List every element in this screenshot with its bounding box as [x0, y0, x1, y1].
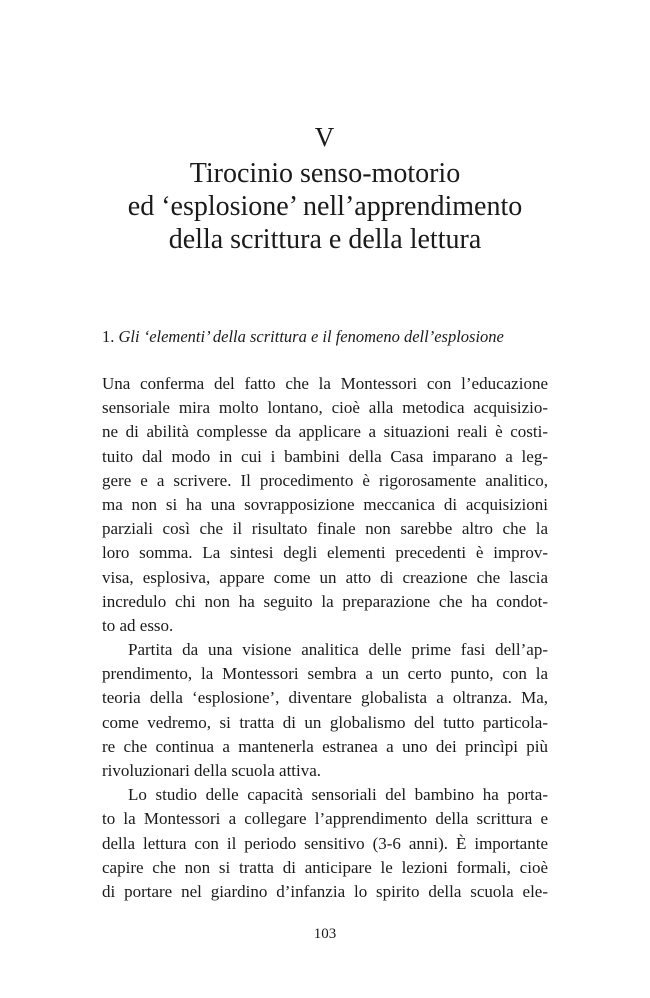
section-title: Gli ‘elementi’ della scrittura e il fenomeno dell’esplosione	[118, 327, 504, 346]
text-line: incredulo chi non ha seguito la preparazione che ha condot-	[102, 591, 548, 611]
chapter-title-line: della scrittura e della lettura	[168, 224, 482, 255]
text-line: to ad esso.	[102, 615, 174, 635]
text-line: loro somma. La sintesi degli elementi precedenti è improv-	[102, 543, 548, 563]
text-line: sensoriale mira molto lontano, cioè alla metodica acquisizio-	[102, 398, 548, 418]
text-line: Partita da una visione analitica delle prime fasi dell’ap-	[128, 640, 548, 660]
text-line: della lettura con il periodo sensitivo (3-6 anni). È importante	[102, 833, 548, 853]
text-line: to la Montessori a collegare l’apprendimento della scrittura e	[102, 809, 548, 829]
chapter-title-line: Tirocinio senso-motorio	[189, 158, 461, 189]
text-line: gere e a scrivere. Il procedimento è rigorosamente analitico,	[102, 470, 548, 490]
text-line: ne di abilità complesse da applicare a situazioni reali è costi-	[102, 422, 548, 442]
chapter-title-line: ed ‘esplosione’ nell’apprendimento	[127, 191, 523, 222]
text-line: rivoluzionari della scuola attiva.	[102, 761, 322, 780]
text-line: capire che non si tratta di anticipare le lezioni formali, cioè	[102, 857, 548, 877]
text-line: ma non si ha una sovrapposizione meccanica di acquisizioni	[102, 494, 548, 514]
text-line: teoria della ‘esplosione’, diventare globalista a oltranza. Ma,	[102, 688, 548, 708]
section-heading	[102, 327, 562, 347]
chapter-number: V	[314, 122, 336, 152]
text-line: Lo studio delle capacità sensoriali del bambino ha porta-	[128, 785, 548, 805]
section-number: 1.	[102, 327, 115, 346]
text-line: di portare nel giardino d’infanzia lo spirito della scuola ele-	[102, 881, 548, 901]
text-line: parziali così che il risultato finale non sarebbe altro che la	[102, 519, 548, 539]
text-line: Una conferma del fatto che la Montessori con l’educazione	[102, 374, 548, 393]
text-line: prendimento, la Montessori sembra a un certo punto, con la	[102, 664, 548, 684]
text-line: come vedremo, si tratta di un globalismo del tutto particola-	[102, 712, 548, 732]
page-number: 103	[313, 926, 337, 942]
chapter-title	[60, 157, 590, 256]
text-line: re che continua a mantenerla estranea a uno dei princìpi più	[102, 736, 548, 756]
text-line: visa, esplosiva, appare come un atto di creazione che lascia	[102, 567, 548, 587]
body-text	[102, 372, 548, 904]
text-line: tuito dal modo in cui i bambini della Casa imparano a leg-	[102, 446, 548, 466]
